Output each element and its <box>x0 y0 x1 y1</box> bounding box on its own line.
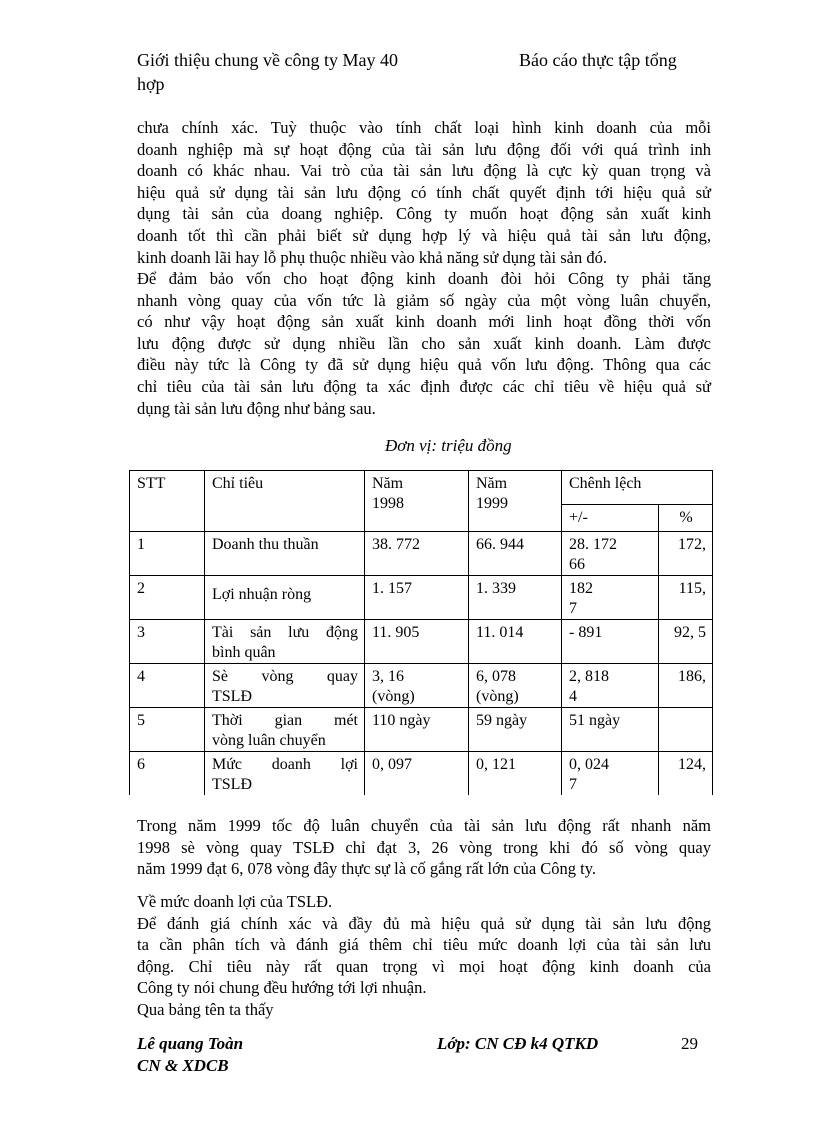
header-1999-line2: 1999 <box>476 495 508 512</box>
cell-diff <box>562 532 659 576</box>
text-line: Để đánh giá chính xác và đầy đủ mà hiệu quả sử dụng tài sản lưu động <box>137 913 711 933</box>
cell-diff <box>562 708 659 752</box>
cell-chi-tieu <box>205 620 365 664</box>
cell-text: 11. 014 <box>476 624 524 641</box>
text-line: có như vậy hoạt động sản xuất kinh doanh mới linh hoạt đồng thời vốn <box>137 312 711 332</box>
cell-text: TSLĐ <box>212 688 252 705</box>
cell-text: - 891 <box>569 624 603 641</box>
text-line: dụng tài sản lưu động như bảng sau. <box>137 398 376 418</box>
cell-text: 38. 772 <box>372 536 420 553</box>
cell-chi-tieu <box>205 708 365 752</box>
cell-text: Lợi nhuận ròng <box>212 586 312 603</box>
cell-percent: 92, 5 <box>659 620 713 664</box>
text-line: chưa chính xác. Tuỳ thuộc vào tính chất loại hình kinh doanh của mỗi <box>137 118 711 137</box>
cell-stt: 6 <box>130 752 205 796</box>
text-line: Về mức doanh lợi của TSLĐ. <box>137 892 333 911</box>
cell-text: 3, 16 <box>372 668 404 685</box>
cell-text: Thời gian mét <box>212 712 358 729</box>
cell-1998 <box>365 620 469 664</box>
text-line: doanh nghiệp mà sự hoạt động của tài sản lưu động đối với quá trình inh <box>137 139 711 159</box>
cell-1999 <box>469 708 562 752</box>
header-1999 <box>469 471 562 532</box>
cell-text: 7 <box>569 776 577 793</box>
header-plus-minus: +/- <box>562 505 659 532</box>
cell-text: 66 <box>569 556 585 573</box>
cell-1999 <box>469 620 562 664</box>
cell-stt: 1 <box>130 532 205 576</box>
text-line: Để đảm bảo vốn cho hoạt động kinh doanh đòi hỏi Công ty phải tăng <box>137 269 711 288</box>
cell-text: 7 <box>569 600 577 617</box>
header-left: Giới thiệu chung về công ty May 40 <box>137 50 398 70</box>
text-line: điều này tức là Công ty đã sử dụng hiệu quả vốn lưu động. Thông qua các <box>137 355 711 375</box>
cell-text: 1. 157 <box>372 580 412 597</box>
cell-diff <box>562 620 659 664</box>
cell-text: Mức doanh lợi <box>212 756 358 773</box>
cell-text: Tài sản lưu động <box>212 624 358 641</box>
unit-caption: Đơn vị: triệu đồng <box>385 436 512 455</box>
cell-1999 <box>469 532 562 576</box>
text-line: doanh tốt thì cần phải biết sử dụng hợp lý và hiệu quả tài sản lưu động, <box>137 225 711 245</box>
cell-stt: 2 <box>130 576 205 620</box>
cell-text: 6, 078 <box>476 668 516 685</box>
text-line: 1998 sè vòng quay TSLĐ chỉ đạt 3, 26 vòng trong khi đó số vòng quay <box>137 837 711 857</box>
cell-chi-tieu <box>205 664 365 708</box>
text-line: lưu động được sử dụng nhiều lần cho sản xuất kinh doanh. Làm được <box>137 333 711 353</box>
table-header-row <box>130 471 713 505</box>
cell-percent: 172, <box>659 532 713 576</box>
paragraph-3 <box>137 815 711 880</box>
cell-percent: 124, <box>659 752 713 796</box>
cell-text: 11. 905 <box>372 624 420 641</box>
footer-author: Lê quang Toàn <box>137 1034 244 1053</box>
page-number: 29 <box>681 1034 698 1053</box>
cell-1999 <box>469 664 562 708</box>
table-row <box>130 752 713 796</box>
table-row <box>130 620 713 664</box>
cell-percent: 186, <box>659 664 713 708</box>
text-line: Qua bảng tên ta thấy <box>137 999 274 1019</box>
cell-1998 <box>365 532 469 576</box>
cell-text: Sè vòng quay <box>212 668 358 685</box>
cell-stt: 5 <box>130 708 205 752</box>
cell-text: 0, 121 <box>476 756 516 773</box>
cell-stt: 4 <box>130 664 205 708</box>
cell-text: 0, 024 <box>569 756 609 773</box>
paragraph-2 <box>137 268 711 419</box>
cell-text: 110 ngày <box>372 712 431 729</box>
paragraph-4 <box>137 891 711 1021</box>
cell-text: (vòng) <box>476 688 519 705</box>
cell-1998 <box>365 664 469 708</box>
paragraph-1 <box>137 117 711 268</box>
cell-text: 4 <box>569 688 577 705</box>
header-1999-line1: Năm <box>476 475 508 492</box>
header-percent: % <box>659 505 713 532</box>
text-line: động. Chỉ tiêu này rất quan trọng vì mọi hoạt động kinh doanh của <box>137 956 711 976</box>
cell-chi-tieu <box>205 752 365 796</box>
cell-percent <box>659 708 713 752</box>
table-row <box>130 576 713 620</box>
text-line: dụng tài sản của doang nghiệp. Công ty muốn hoạt động sản xuất kinh <box>137 204 711 224</box>
cell-text: 182 <box>569 580 593 597</box>
header-chi-tieu: Chỉ tiêu <box>205 471 365 532</box>
cell-chi-tieu <box>205 576 365 620</box>
cell-text: TSLĐ <box>212 776 252 793</box>
cell-diff <box>562 752 659 796</box>
text-line: ta cần phân tích và đánh giá thêm chỉ tiêu mức doanh lợi của tài sản lưu <box>137 935 711 955</box>
cell-diff <box>562 664 659 708</box>
header-1998-line2: 1998 <box>372 495 404 512</box>
cell-text: 66. 944 <box>476 536 524 553</box>
header-chenh-lech: Chênh lệch <box>562 471 713 505</box>
cell-1998 <box>365 576 469 620</box>
cell-1999 <box>469 576 562 620</box>
cell-text: 2, 818 <box>569 668 609 685</box>
cell-text: 59 ngày <box>476 712 528 729</box>
header-1998-line1: Năm <box>372 475 404 492</box>
text-line: kinh doanh lãi hay lỗ phụ thuộc nhiều vào khả năng sử dụng tài sản đó. <box>137 247 607 267</box>
cell-1998 <box>365 708 469 752</box>
footer-class: Lớp: CN CĐ k4 QTKD <box>437 1034 599 1053</box>
cell-stt: 3 <box>130 620 205 664</box>
cell-percent: 115, <box>659 576 713 620</box>
text-line: doanh có khác nhau. Vai trò của tài sản lưu động là cực kỳ quan trọng và <box>137 161 711 181</box>
cell-text: (vòng) <box>372 688 415 705</box>
text-line: chỉ tiêu của tài sản lưu động ta xác định được các chỉ tiêu về hiệu quả sử <box>137 376 711 396</box>
cell-text: Doanh thu thuần <box>212 536 319 553</box>
cell-text: bình quân <box>212 644 276 661</box>
text-line: Trong năm 1999 tốc độ luân chuyển của tài sản lưu động rất nhanh năm <box>137 816 711 835</box>
table-row <box>130 532 713 576</box>
efficiency-table <box>129 470 713 795</box>
header-1998 <box>365 471 469 532</box>
cell-text: 28. 172 <box>569 536 617 553</box>
footer-dept: CN & XDCB <box>137 1056 229 1075</box>
text-line: năm 1999 đạt 6, 078 vòng đây thực sự là cố gắng rất lớn của Công ty. <box>137 859 597 879</box>
cell-text: 0, 097 <box>372 756 412 773</box>
cell-diff <box>562 576 659 620</box>
text-line: Công ty nói chung đều hướng tới lợi nhuận. <box>137 978 427 998</box>
cell-text: 51 ngày <box>569 712 621 729</box>
cell-text: vòng luân chuyển <box>212 732 326 749</box>
text-line: nhanh vòng quay của vốn tức là giảm số ngày của một vòng luân chuyển, <box>137 290 711 310</box>
header-stt: STT <box>130 471 205 532</box>
text-line: hiệu quả sử dụng tài sản lưu động có tính chất quyết định tới hiệu quả sử <box>137 182 711 202</box>
cell-chi-tieu <box>205 532 365 576</box>
cell-1999 <box>469 752 562 796</box>
cell-text: 1. 339 <box>476 580 516 597</box>
header-wrap: hợp <box>137 74 165 94</box>
table-row <box>130 708 713 752</box>
cell-1998 <box>365 752 469 796</box>
header-right: Báo cáo thực tập tổng <box>519 50 677 70</box>
table-row <box>130 664 713 708</box>
